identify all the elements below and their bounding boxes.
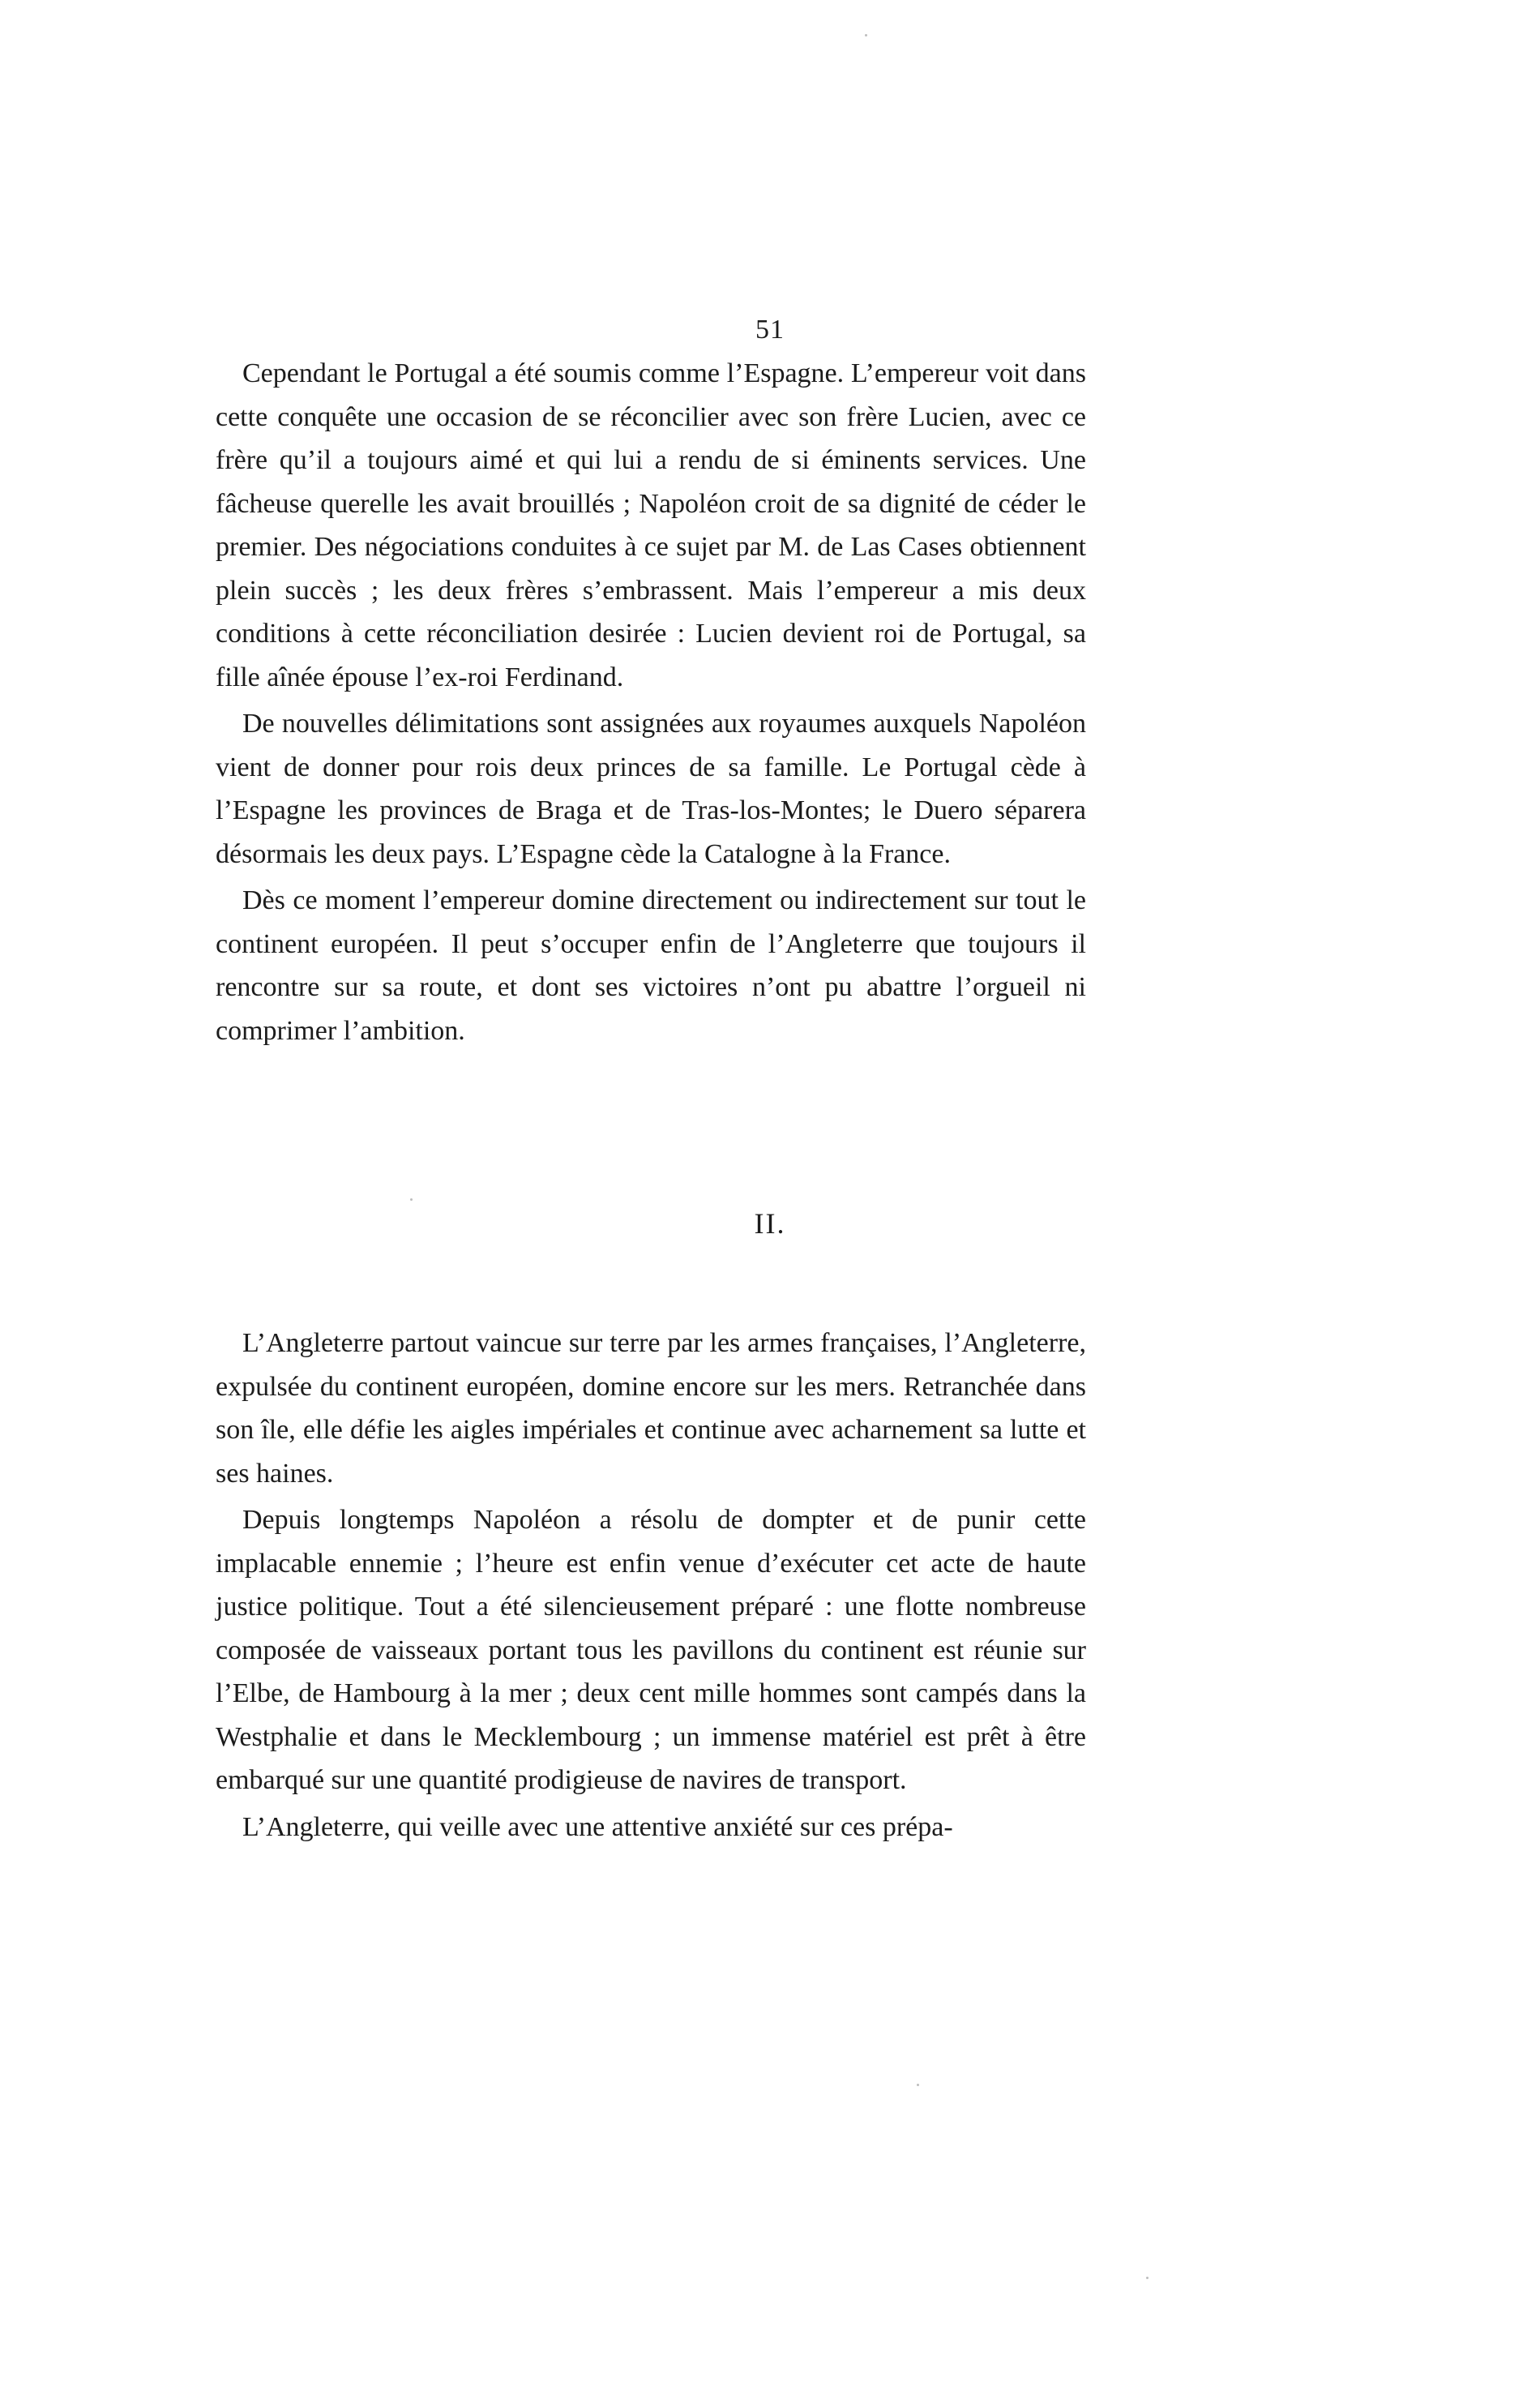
- paper-speck: [1146, 2277, 1149, 2279]
- paragraph: L’Angleterre partout vaincue sur terre par les armes françaises, l’Angleterre, expulsée du continent européen, domine encore sur les mers. Retranchée dans son île, elle défie les aigles impériales et continue avec acharnement sa lutte et ses haines.: [216, 1328, 1086, 1489]
- section-heading: II.: [754, 1207, 786, 1240]
- paper-speck: [917, 2084, 919, 2086]
- paragraph: De nouvelles délimitations sont assignées aux royaumes auxquels Napoléon vient de donner pour rois deux princes de sa famille. Le Portugal cède à l’Espagne les provinces de Braga et de Tras-los-Montes; le Duero séparera désormais les deux pays. L’Espagne cède la Catalogne à la France.: [216, 709, 1086, 869]
- paragraph: Dès ce moment l’empereur domine directement ou indirectement sur tout le continent européen. Il peut s’occuper enfin de l’Angleterre que toujours il rencontre sur sa route, et dont ses victoires n’ont pu abattre l’orgueil ni comprimer l’ambition.: [216, 885, 1086, 1046]
- paragraph: Depuis longtemps Napoléon a résolu de dompter et de punir cette implacable ennemie ; l’heure est enfin venue d’exécuter cet acte de haute justice politique. Tout a été silencieusement préparé : une flotte nombreuse composée de vaisseaux portant tous les pavillons du continent est réunie sur l’Elbe, de Hambourg à la mer ; deux cent mille hommes sont campés dans la Westphalie et dans le Mecklembourg ; un immense matériel est prêt à être embarqué sur une quantité prodigieuse de navires de transport.: [216, 1505, 1086, 1795]
- section-one-text: [216, 352, 1086, 1056]
- paper-speck: [410, 1198, 413, 1201]
- paper-speck: [865, 34, 867, 36]
- section-two-text: [216, 1322, 1086, 1852]
- page-number: 51: [755, 315, 785, 345]
- paragraph: L’Angleterre, qui veille avec une attentive anxiété sur ces prépa-: [242, 1811, 953, 1842]
- paragraph: Cependant le Portugal a été soumis comme l’Espagne. L’empereur voit dans cette conquête une occasion de se réconcilier avec son frère Lucien, avec ce frère qu’il a toujours aimé et qui lui a rendu de si éminents services. Une fâcheuse querelle les avait brouillés ; Napoléon croit de sa dignité de céder le premier. Des négociations conduites à ce sujet par M. de Las Cases obtiennent plein succès ; les deux frères s’embrassent. Mais l’empereur a mis deux conditions à cette réconciliation desirée : Lucien devient roi de Portugal, sa fille aînée épouse l’ex-roi Ferdinand.: [216, 358, 1086, 692]
